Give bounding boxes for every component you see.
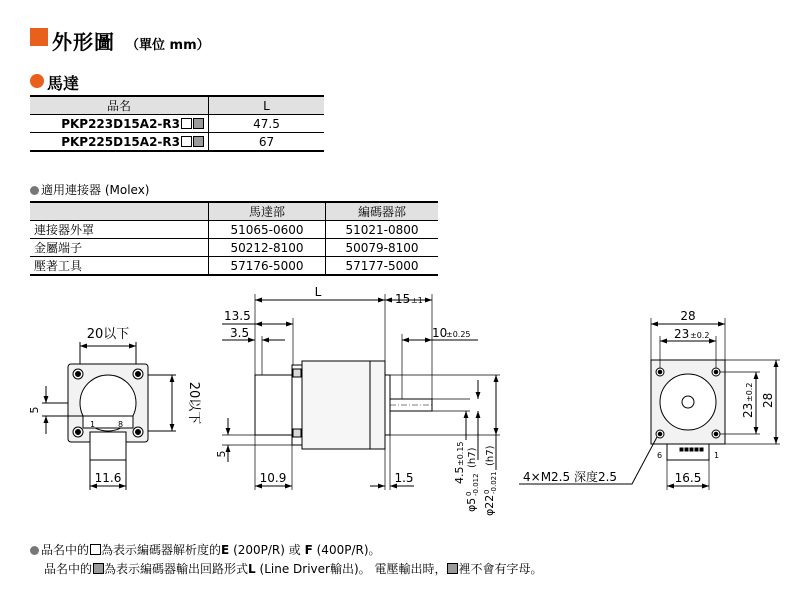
- unit-label: （單位 mm）: [126, 38, 210, 53]
- col-header-name: 品名: [30, 96, 209, 115]
- motor-part-no: 50212-8100: [209, 239, 326, 257]
- hole-spec-label: 4×M2.5 深度2.5: [523, 470, 618, 484]
- motor-part-no: 51065-0600: [209, 221, 326, 239]
- dim-1-5: 1.5: [394, 471, 414, 485]
- filled-square-icon: [93, 563, 104, 574]
- tol-pilot-hi: 0: [483, 489, 491, 494]
- page-title: 外形圖: [52, 30, 115, 54]
- dim-L: L: [314, 285, 322, 299]
- front-tol-23-side: ±0.2: [745, 382, 754, 402]
- front-dim-28-side: 28: [761, 392, 775, 408]
- encoder-housing: [255, 375, 293, 435]
- dim-4-5-group: [453, 441, 466, 484]
- motor-L-value: 47.5: [209, 115, 325, 133]
- dim-10-9: 10.9: [259, 471, 287, 485]
- motor-name: PKP225D15A2-R3: [61, 134, 180, 149]
- col-header-L: L: [209, 96, 325, 115]
- encoder-part-no: 51021-0800: [326, 221, 439, 239]
- front-dim-23-top: 23: [674, 327, 690, 341]
- front-pin-6: 6: [657, 451, 663, 460]
- dim-4-5: 4.5: [453, 466, 466, 484]
- dia-pilot: φ22: [483, 494, 496, 516]
- back-width-label: 20以下: [86, 327, 130, 342]
- back-connector-body: [90, 432, 126, 460]
- motor-section-title: 馬達: [47, 74, 80, 93]
- front-shaft: [682, 396, 694, 408]
- row-label: 連接器外罩: [30, 221, 209, 239]
- motor-body: [302, 361, 385, 449]
- back-height-label: 20以下: [186, 381, 201, 425]
- bullet-dot-icon: [30, 546, 39, 555]
- dia-pilot-group: [483, 445, 498, 516]
- row-label: 壓著工具: [30, 257, 209, 276]
- front-pin-1: 1: [714, 451, 720, 460]
- note-line-1: 品名中的 為表示編碼器解析度的E (200P/R) 或 F (400P/R)。: [30, 541, 381, 558]
- tol-4-5: ±0.15: [456, 441, 465, 466]
- back-pin-8: 8: [118, 420, 124, 429]
- front-connector: [667, 444, 709, 460]
- back-view: [42, 342, 176, 490]
- motor-L-value: 67: [209, 133, 325, 152]
- front-dim-28-top: 28: [680, 309, 696, 323]
- dim-3-5: 3.5: [230, 326, 250, 340]
- open-square-icon: [90, 544, 101, 555]
- front-tol-23-top: ±0.2: [690, 331, 710, 340]
- pilot: [385, 375, 390, 435]
- dia-shaft-group: [465, 447, 480, 512]
- back-dim-11-6: 11.6: [94, 471, 122, 485]
- motor-part-no: 57176-5000: [209, 257, 326, 276]
- motor-name: PKP223D15A2-R3: [61, 116, 180, 131]
- connector-caption-text: 適用連接器 (Molex): [41, 183, 150, 197]
- front-dim-16-5: 16.5: [674, 471, 702, 485]
- dim-10: 10: [432, 326, 448, 340]
- col-header-encoder: 編碼器部: [326, 202, 439, 221]
- tol-pilot-lo: -0.021: [490, 471, 498, 494]
- col-header-motor: 馬達部: [209, 202, 326, 221]
- dim-13-5: 13.5: [224, 309, 251, 323]
- row-label: 金屬端子: [30, 239, 209, 257]
- back-pin-1: 1: [90, 420, 96, 429]
- front-dim-23-side: 23: [741, 402, 755, 418]
- tol-pilot-fit: (h7): [485, 445, 496, 466]
- tol-shaft-fit: (h7): [467, 447, 478, 468]
- dim-15: 15: [395, 292, 411, 306]
- side-dim-5: 5: [215, 450, 228, 458]
- filled-square-icon: [447, 563, 458, 574]
- tol-10: ±0.25: [446, 330, 471, 339]
- back-dim-5: 5: [28, 406, 41, 414]
- dia-shaft: φ5: [465, 497, 478, 512]
- front-dim-23-side-group: [741, 383, 755, 418]
- tol-shaft-hi: 0: [465, 491, 473, 496]
- note-line-2: 品名中的 為表示編碼器輸出回路形式L (Line Driver輸出)。 電壓輸出時， 裡不會有字母。: [44, 562, 543, 576]
- tol-shaft-lo: -0.012: [472, 473, 480, 496]
- encoder-part-no: 50079-8100: [326, 239, 439, 257]
- encoder-part-no: 57177-5000: [326, 257, 439, 276]
- tol-15: ±1: [411, 296, 423, 305]
